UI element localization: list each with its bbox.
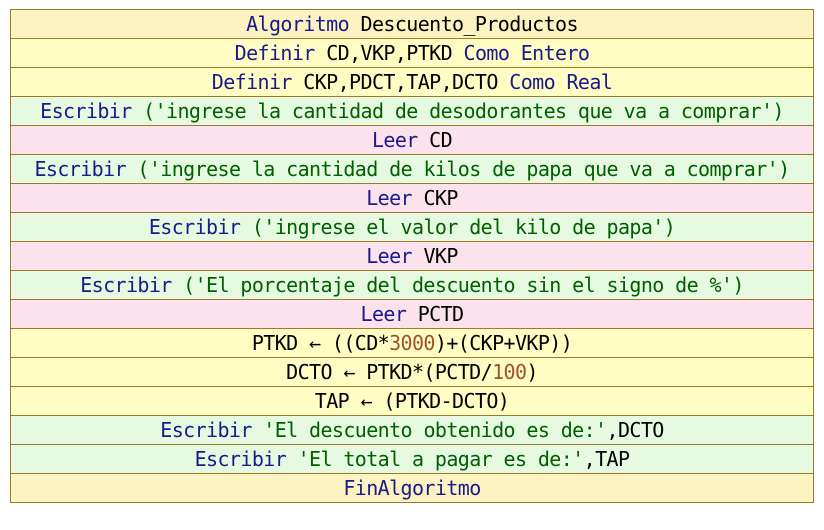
assign-expr: TAP ← (PTKD-DCTO): [314, 389, 510, 413]
assign-number: 100: [492, 360, 527, 384]
write-row: [10, 154, 814, 184]
define-vars: CD,VKP,PTKD: [326, 41, 453, 65]
read-keyword: Leer: [366, 244, 412, 268]
write-keyword: Escribir: [194, 447, 287, 471]
read-row: [10, 299, 814, 329]
assign-row: [10, 328, 814, 358]
read-keyword: Leer: [360, 302, 407, 326]
assign-row: [10, 357, 814, 387]
read-var: PCTD: [417, 302, 464, 326]
write-keyword: Escribir: [160, 418, 252, 442]
algorithm-end-row: [10, 473, 814, 503]
write-keyword: Escribir: [80, 273, 172, 297]
write-text: ('ingrese la cantidad de kilos de papa que va a comprar'): [137, 157, 790, 181]
write-text: 'El total a pagar es de:': [297, 447, 584, 471]
pseudocode-diagram: [10, 9, 814, 503]
read-row: [10, 183, 814, 213]
define-type: Como Entero: [463, 41, 590, 65]
read-var: VKP: [423, 244, 458, 268]
assign-expr-start: DCTO ← PTKD*(PCTD/: [286, 360, 493, 384]
algorithm-name: Descuento_Productos: [360, 12, 578, 36]
define-type: Como Real: [509, 70, 613, 94]
write-text: ('ingrese la cantidad de desodorantes que va a comprar'): [143, 99, 784, 123]
assign-expr-end: )+(CKP+VKP)): [434, 331, 573, 355]
write-keyword: Escribir: [148, 215, 241, 239]
read-row: [10, 241, 814, 271]
read-row: [10, 125, 814, 155]
write-row: [10, 212, 814, 242]
assign-expr-end: ): [526, 360, 538, 384]
write-text: ('El porcentaje del descuento sin el signo de %'): [183, 273, 744, 297]
write-row: [10, 270, 814, 300]
write-row: [10, 415, 814, 445]
define-vars: CKP,PDCT,TAP,DCTO: [303, 70, 498, 94]
write-row: [10, 444, 814, 474]
assign-number: 3000: [389, 331, 435, 355]
write-variable: ,DCTO: [606, 418, 664, 442]
read-var: CKP: [423, 186, 458, 210]
read-var: CD: [429, 128, 453, 152]
write-keyword: Escribir: [40, 99, 132, 123]
read-keyword: Leer: [366, 186, 412, 210]
end-keyword: FinAlgoritmo: [343, 476, 481, 500]
read-keyword: Leer: [371, 128, 418, 152]
write-text: 'El descuento obtenido es de:': [263, 418, 607, 442]
write-keyword: Escribir: [34, 157, 126, 181]
define-keyword: Definir: [211, 70, 292, 94]
define-real-row: [10, 67, 814, 97]
algorithm-header-row: [10, 9, 814, 39]
define-integer-row: [10, 38, 814, 68]
define-keyword: Definir: [234, 41, 315, 65]
write-text: ('ingrese el valor del kilo de papa'): [251, 215, 676, 239]
assign-expr-start: PTKD ← ((CD*: [251, 331, 390, 355]
write-variable: ,TAP: [583, 447, 630, 471]
write-row: [10, 96, 814, 126]
algorithm-keyword: Algoritmo: [246, 12, 350, 36]
assign-row: [10, 386, 814, 416]
